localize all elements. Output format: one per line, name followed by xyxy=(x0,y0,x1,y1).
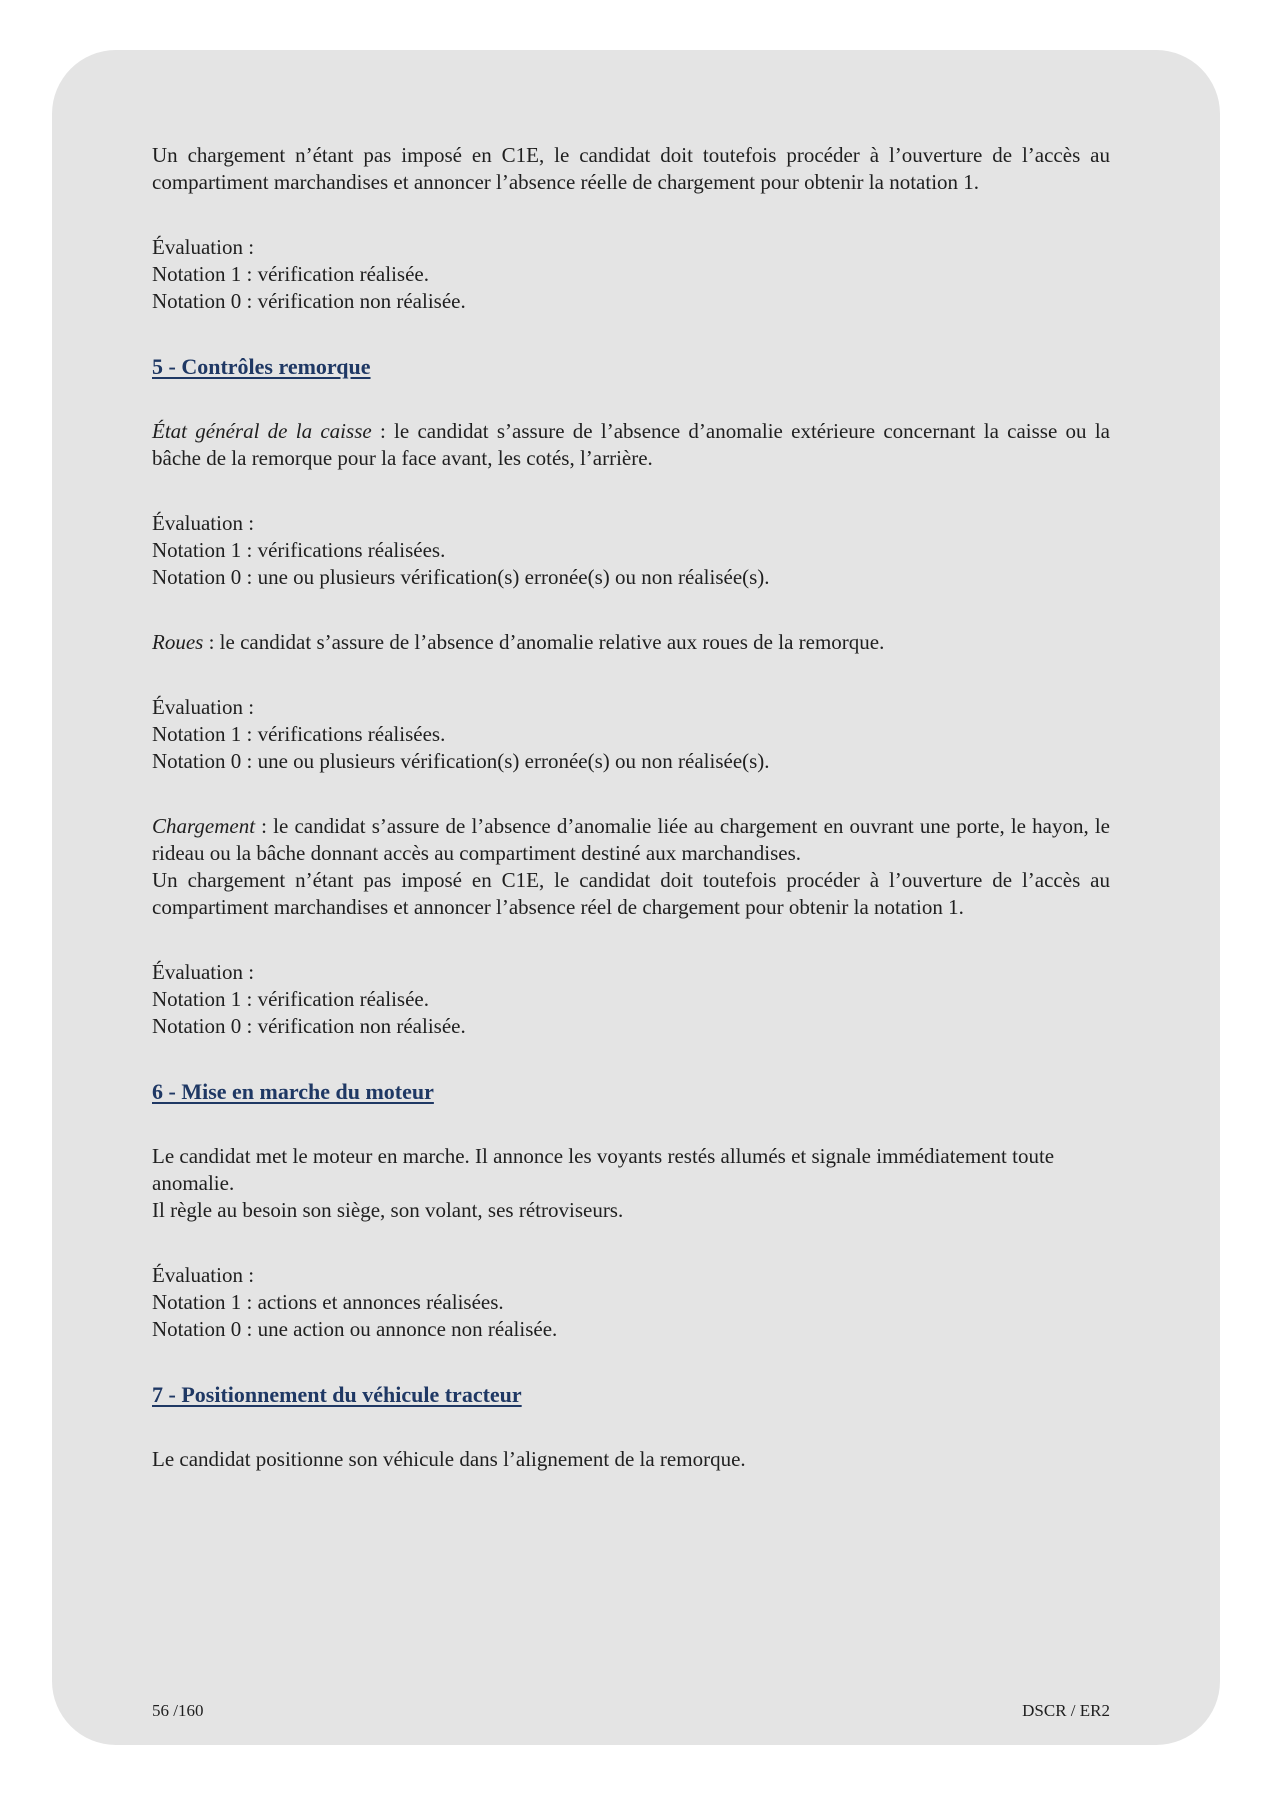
section-heading-7: 7 - Positionnement du véhicule tracteur xyxy=(152,1382,522,1407)
mise-en-marche-paragraph xyxy=(152,1143,1110,1224)
notation-0-line: Notation 0 : une ou plusieurs vérification(s) erronée(s) ou non réalisée(s). xyxy=(152,565,770,589)
notation-0-line: Notation 0 : une action ou annonce non réalisée. xyxy=(152,1317,558,1341)
etat-general-paragraph xyxy=(152,418,1110,472)
evaluation-block xyxy=(152,234,1110,315)
page-number: 56 /160 xyxy=(152,1701,204,1720)
document-sheet xyxy=(52,50,1220,1745)
evaluation-block xyxy=(152,1262,1110,1343)
evaluation-block xyxy=(152,959,1110,1040)
notation-1-line: Notation 1 : vérification réalisée. xyxy=(152,262,429,286)
evaluation-title: Évaluation : xyxy=(152,695,255,719)
evaluation-title: Évaluation : xyxy=(152,511,255,535)
etat-general-text: : le candidat s’assure de l’absence d’anomalie extérieure concernant la caisse ou la bâche de la remorque pour la face avant, les cotés, l’arrière. xyxy=(152,419,1110,470)
positionnement-paragraph: Le candidat positionne son véhicule dans l’alignement de la remorque. xyxy=(152,1447,746,1471)
doc-reference: DSCR / ER2 xyxy=(1022,1701,1110,1720)
chargement-text: : le candidat s’assure de l’absence d’anomalie liée au chargement en ouvrant une porte, le hayon, le rideau ou la bâche donnant accès au compartiment destiné aux marchandises. xyxy=(152,814,1110,865)
term-chargement: Chargement xyxy=(152,814,256,838)
notation-0-line: Notation 0 : vérification non réalisée. xyxy=(152,289,466,313)
chargement-note: Un chargement n’étant pas imposé en C1E, le candidat doit toutefois procéder à l’ouverture de l’accès au compartiment marchandises et annoncer l’absence réel de chargement pour obtenir la notation 1. xyxy=(152,868,1110,919)
section-heading-5: 5 - Contrôles remorque xyxy=(152,354,371,379)
page-footer xyxy=(152,1701,1110,1721)
roues-text: : le candidat s’assure de l’absence d’anomalie relative aux roues de la remorque. xyxy=(203,630,885,654)
notation-1-line: Notation 1 : vérifications réalisées. xyxy=(152,538,446,562)
evaluation-block xyxy=(152,694,1110,775)
chargement-paragraph xyxy=(152,813,1110,921)
roues-paragraph xyxy=(152,629,1110,656)
notation-0-line: Notation 0 : une ou plusieurs vérification(s) erronée(s) ou non réalisée(s). xyxy=(152,749,770,773)
notation-1-line: Notation 1 : vérifications réalisées. xyxy=(152,722,446,746)
document-body xyxy=(152,142,1110,1473)
term-roues: Roues xyxy=(152,630,204,654)
term-etat-general: État général de la caisse xyxy=(152,419,372,443)
mise-en-marche-line-2: Il règle au besoin son siège, son volant, ses rétroviseurs. xyxy=(152,1198,624,1222)
chargement-definition xyxy=(152,813,1110,867)
evaluation-title: Évaluation : xyxy=(152,960,255,984)
section-heading-6: 6 - Mise en marche du moteur xyxy=(152,1079,434,1104)
evaluation-title: Évaluation : xyxy=(152,235,255,259)
intro-paragraph: Un chargement n’étant pas imposé en C1E, le candidat doit toutefois procéder à l’ouverture de l’accès au compartiment marchandises et annoncer l’absence réelle de chargement pour obtenir la notation 1. xyxy=(152,143,1110,194)
notation-1-line: Notation 1 : vérification réalisée. xyxy=(152,987,429,1011)
evaluation-title: Évaluation : xyxy=(152,1263,255,1287)
notation-0-line: Notation 0 : vérification non réalisée. xyxy=(152,1014,466,1038)
notation-1-line: Notation 1 : actions et annonces réalisées. xyxy=(152,1290,504,1314)
evaluation-block xyxy=(152,510,1110,591)
mise-en-marche-line-1: Le candidat met le moteur en marche. Il annonce les voyants restés allumés et signale immédiatement toute anomalie. xyxy=(152,1144,1055,1195)
